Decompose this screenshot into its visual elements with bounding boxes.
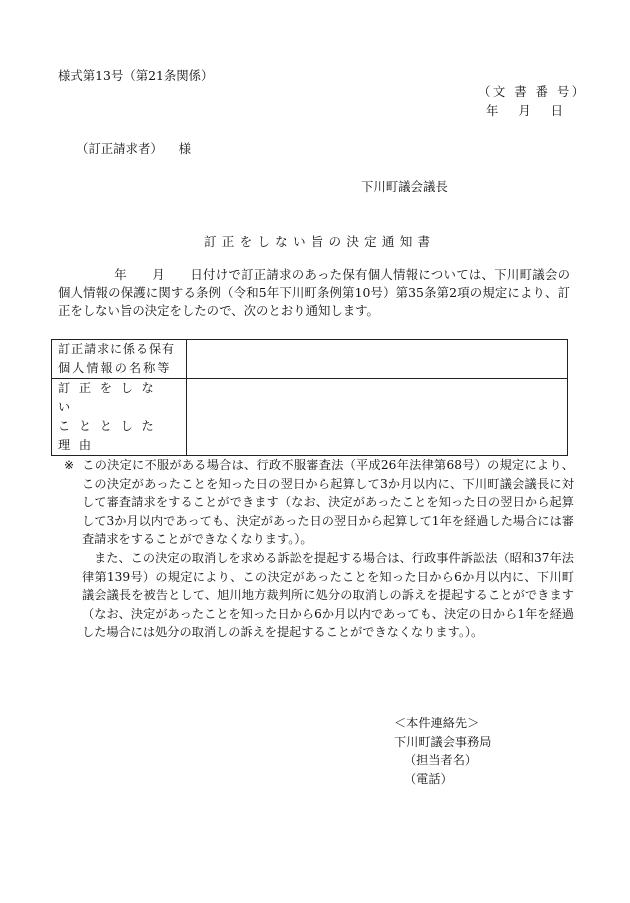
label-info-name-line2: 個人情報の名称等 [58,361,172,375]
info-table [51,339,568,456]
note-appeal [64,456,574,549]
contact-heading: ＜本件連絡先＞ [394,716,480,730]
note-lawsuit: また、この決定の取消しを求める訴訟を提起する場合は、行政事件訴訟法（昭和37年法律第139号）の規定により、この決定があったことを知った日から6か月以内に、下川町議会議長を被告として、旭川地方裁判所に処分の取消しの訴えを提起することができます（なお、決定があったことを知った日から6か月以内であっても、決定の日から1年を経過した場合には処分の取消しの訴えを提起することができなくなります。）。 [82,550,574,640]
sender-name: 下川町議会議長 [361,179,448,194]
note-mark: ※ [64,458,75,472]
document-title: 訂正をしない旨の決定通知書 [204,234,436,249]
notes-section [64,456,574,642]
label-info-name [52,340,187,379]
contact-person: （担当者名） [404,753,478,768]
contact-block [394,714,492,788]
value-info-name [187,340,568,379]
date-line: 年 月 日 [486,103,564,118]
label-reason-line1: 訂正をしない [58,381,163,414]
note-appeal-text: この決定に不服がある場合は、行政不服審査法（平成26年法律第68号）の規定により、この決定があったことを知った日の翌日から起算して3か月以内に、下川町議会議長に対して審査請求をすることができます（なお、決定があったことを知った日の翌日から起算して3か月以内であっても、決定があった日の翌日から起算して1年を経過した場合には審査請求をすることができなくなります。）。 [82,458,574,547]
requester-name: （訂正請求者） 様 [76,141,192,156]
contact-phone: （電話） [404,771,453,786]
table-row-reason [52,379,568,456]
body-paragraph [58,266,570,320]
body-date-prefix: 年 月 [114,267,191,282]
table-row-info-name [52,340,568,379]
form-number: 様式第13号（第21条関係） [58,68,214,83]
label-info-name-line1: 訂正請求に係る保有 [58,342,175,356]
label-reason-line2: こととした理由 [58,419,163,452]
contact-office: 下川町議会事務局 [394,734,492,749]
body-text: 日付けで訂正請求のあった保有個人情報については、下川町議会の個人情報の保護に関する条例（令和5年下川町条例第10号）第35条第2項の規定により、訂正をしない旨の決定をしたので、次のとおり通知します。 [58,267,571,318]
value-reason [187,379,568,456]
label-reason [52,379,187,456]
document-number: （文 書 番 号） [478,84,587,99]
